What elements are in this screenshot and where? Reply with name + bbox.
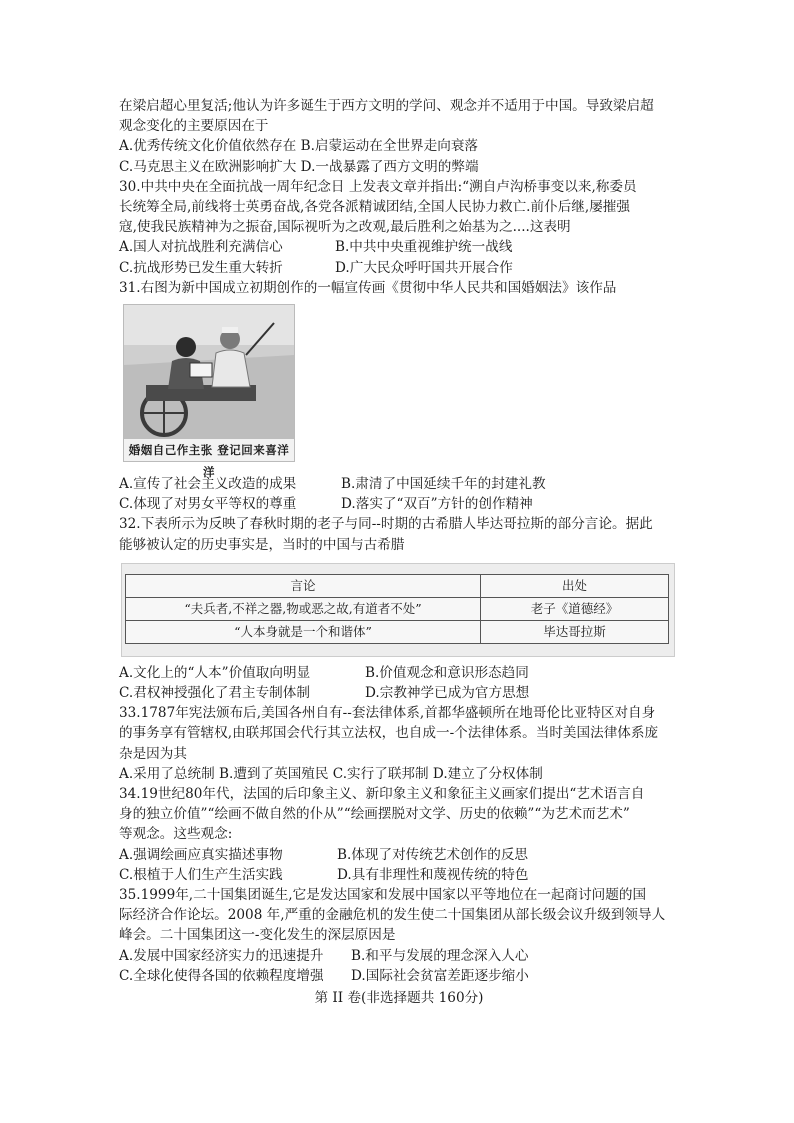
table-cell-source: 老子《道德经》 xyxy=(481,597,669,620)
q34-options-row-2 xyxy=(119,865,679,885)
q30-stem-line-2: 长统筹全局,前线将士英勇奋战,各党各派精诚团结,全国人民协力救亡.前仆后继,屡摧强 xyxy=(119,199,630,216)
poster-caption: 婚姻自己作主张 登记回来喜洋洋 xyxy=(124,439,294,461)
question-32 xyxy=(119,514,679,703)
table-header-quote: 言论 xyxy=(126,574,481,597)
q30-options-row-1 xyxy=(119,237,679,257)
table-header-source: 出处 xyxy=(481,574,669,597)
q34-options-row-1 xyxy=(119,845,679,865)
q34-option-d: D.具有非理性和蔑视传统的特色 xyxy=(337,866,529,883)
q35-options-row-1 xyxy=(119,946,679,966)
table-cell-source: 毕达哥拉斯 xyxy=(481,620,669,643)
q32-option-b: B.价值观念和意识形态趋同 xyxy=(365,664,529,681)
quotes-table-image xyxy=(121,563,675,657)
q33-stem-line-1: 33.1787年宪法颁布后,美国各州自有--套法律体系,首都华盛顿所在地哥伦比亚特区对自身 xyxy=(119,705,656,722)
q30-options-row-2 xyxy=(119,258,679,278)
q35-option-d: D.国际社会贫富差距逐步缩小 xyxy=(351,967,529,984)
q31-stem-line-1: 31.右图为新中国成立初期创作的一幅宣传画《贯彻中华人民共和国婚姻法》该作品 xyxy=(119,279,617,296)
q32-option-d: D.宗教神学已成为官方思想 xyxy=(365,685,530,702)
question-31 xyxy=(119,278,679,515)
q32-options-row-2 xyxy=(119,683,679,703)
table-cell-quote: “人本身就是一个和谐体” xyxy=(126,620,481,643)
q31-options-row-2 xyxy=(119,494,679,514)
q32-stem-line-2: 能够被认定的历史事实是，当时的中国与古希腊 xyxy=(119,536,405,553)
q32-options-row-1 xyxy=(119,663,679,683)
q35-option-c: C.全球化使得各国的依赖程度增强 xyxy=(119,967,324,984)
q29-stem-line-2: 观念变化的主要原因在于 xyxy=(119,118,269,135)
table-cell-quote: “夫兵者,不祥之器,物或恶之故,有道者不处” xyxy=(126,597,481,620)
table-header-row xyxy=(126,574,669,597)
q35-option-b: B.和平与发展的理念深入人心 xyxy=(351,947,529,964)
table-row xyxy=(126,597,669,620)
question-33 xyxy=(119,703,679,784)
q30-stem-line-3: 寇,使我民族精神为之振奋,国际视听为之改观,最后胜利之始基为之....这表明 xyxy=(119,219,571,236)
poster-illustration xyxy=(124,305,294,439)
section-heading-part-2: 第 II 卷(非选择题共 160分) xyxy=(314,990,484,1007)
q32-stem-line-1: 32.下表所示为反映了春秋时期的老子与同--时期的古希腊人毕达哥拉斯的部分言论。据此 xyxy=(119,516,653,533)
question-30 xyxy=(119,177,679,278)
q31-option-b: B.肃清了中国延续千年的封建礼教 xyxy=(341,476,546,493)
question-34 xyxy=(119,784,679,885)
q32-option-a: A.文化上的“人本”价值取向明显 xyxy=(119,664,311,681)
q30-option-b: B.中共中央重视维护统一战线 xyxy=(335,239,513,256)
q34-stem-line-2: 身的独立价值”“绘画不做自然的仆从”“绘画摆脱对文学、历史的依赖”“为艺术而艺术” xyxy=(119,806,630,823)
q29-options-row-2: C.马克思主义在欧洲影响扩大 D.一战暴露了西方文明的弊端 xyxy=(119,158,479,175)
q30-stem-line-1: 30.中共中央在全面抗战一周年纪念日 上发表文章并指出:“溯自卢沟桥事变以来,称委员 xyxy=(119,178,637,195)
quotes-table xyxy=(125,574,669,644)
q34-option-c: C.根植于人们生产生活实践 xyxy=(119,866,283,883)
q35-options-row-2 xyxy=(119,966,679,986)
q35-option-a: A.发展中国家经济实力的迅速提升 xyxy=(119,947,324,964)
q33-options: A.采用了总统制 B.遭到了英国殖民 C.实行了联邦制 D.建立了分权体制 xyxy=(119,765,543,782)
q30-option-a: A.国人对抗战胜利充满信心 xyxy=(119,239,283,256)
q31-option-d: D.落实了“双百”方针的创作精神 xyxy=(341,496,533,513)
q29-options-row-1: A.优秀传统文化价值依然存在 B.启蒙运动在全世界走向衰落 xyxy=(119,138,479,155)
q31-option-a: A.宣传了社会主义改造的成果 xyxy=(119,476,297,493)
q29-stem-line-1: 在梁启超心里复活;他认为许多诞生于西方文明的学问、观念并不适用于中国。导致梁启超 xyxy=(119,98,654,114)
q33-stem-line-2: 的事务享有管辖权,由联邦国会代行其立法权，也自成一-个法律体系。当时美国法律体系庞 xyxy=(119,725,659,742)
q35-stem-line-3: 峰会。二十国集团这一-变化发生的深层原因是 xyxy=(119,927,396,944)
table-row xyxy=(126,620,669,643)
propaganda-poster-image xyxy=(123,304,295,480)
question-29 xyxy=(119,96,679,177)
q35-stem-line-1: 35.1999年,二十国集团诞生,它是发达国家和发展中国家以平等地位在一起商讨问题的国 xyxy=(119,887,647,904)
q34-option-a: A.强调绘画应真实描述事物 xyxy=(119,846,283,863)
q33-stem-line-3: 杂是因为其 xyxy=(119,745,187,762)
q34-stem-line-3: 等观念。这些观念: xyxy=(119,826,233,843)
q32-option-c: C.君权神授强化了君主专制体制 xyxy=(119,685,310,702)
question-35 xyxy=(119,885,679,986)
q35-stem-line-2: 际经济合作论坛。2008 年,严重的金融危机的发生使二十国集团从部长级会议升级到领导人 xyxy=(119,907,666,924)
question-content xyxy=(119,96,679,1008)
q30-option-c: C.抗战形势已发生重大转折 xyxy=(119,259,283,276)
q31-option-c: C.体现了对男女平等权的尊重 xyxy=(119,496,297,513)
q34-option-b: B.体现了对传统艺术创作的反思 xyxy=(337,846,529,863)
q34-stem-line-1: 34.19世纪80年代，法国的后印象主义、新印象主义和象征主义画家们提出“艺术语言自 xyxy=(119,786,645,803)
q30-option-d: D.广大民众呼吁国共开展合作 xyxy=(335,259,513,276)
